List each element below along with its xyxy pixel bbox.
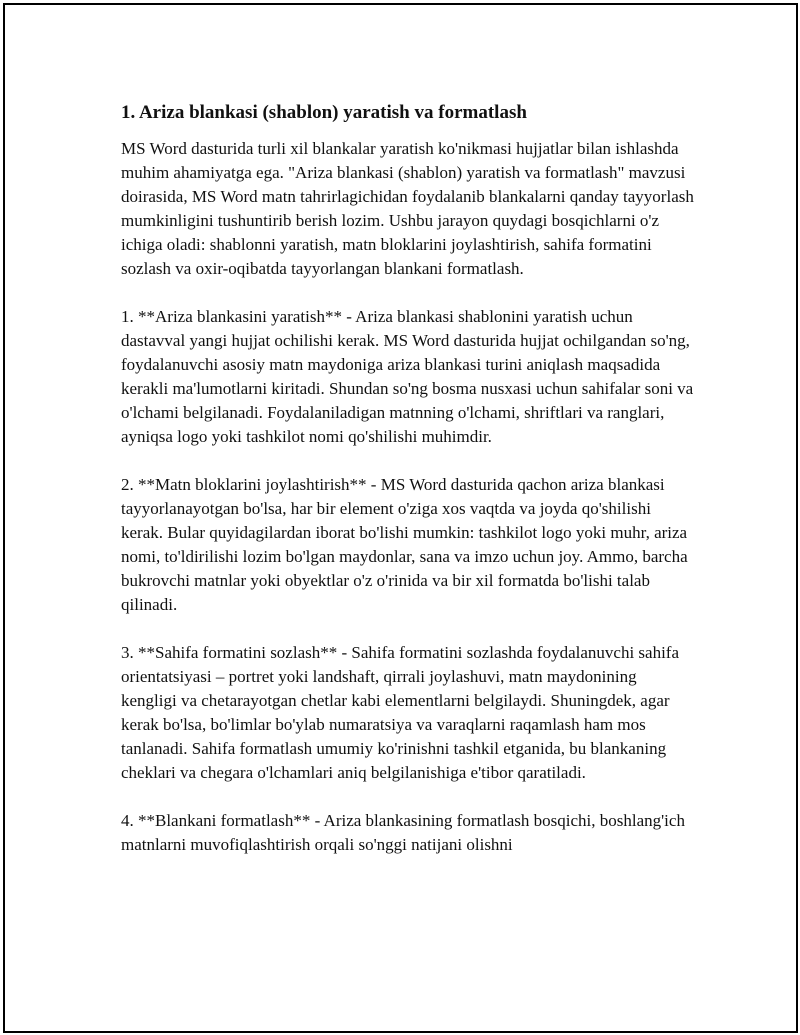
page-frame <box>3 3 798 1033</box>
document-body <box>121 101 695 881</box>
step-4-paragraph: 4. **Blankani formatlash** - Ariza blankasining formatlash bosqichi, boshlang'ich matnlarni muvofiqlashtirish orqali so'nggi natijani olishni <box>121 811 685 854</box>
step-1-paragraph: 1. **Ariza blankasini yaratish** - Ariza blankasi shablonini yaratish uchun dastavval yangi hujjat ochilishi kerak. MS Word dasturida hujjat ochilgandan so'ng, foydalanuvchi asosiy matn maydoniga ariza blankasi turini aniqlash maqsadida kerakli ma'lumotlarni kiritadi. Shundan so'ng bosma nusxasi uchun sahifalar soni va o'lchami belgilanadi. Foydalaniladigan matnning o'lchami, shriftlari va ranglari, ayniqsa logo yoki tashkilot nomi qo'shilishi muhimdir. <box>121 307 694 446</box>
intro-paragraph: MS Word dasturida turli xil blankalar yaratish ko'nikmasi hujjatlar bilan ishlashda muhim ahamiyatga ega. "Ariza blankasi (shablon) yaratish va formatlash" mavzusi doirasida, MS Word matn tahrirlagichidan foydalanib blankalarni qanday tayyorlash mumkinligini tushuntirib berish lozim. Ushbu jarayon quydagi bosqichlarni o'z ichiga oladi: shablonni yaratish, matn bloklarini joylashtirish, sahifa formatini sozlash va oxir-oqibatda tayyorlangan blankani formatlash. <box>121 139 694 278</box>
document-heading: 1. Ariza blankasi (shablon) yaratish va formatlash <box>121 102 527 123</box>
step-2-paragraph: 2. **Matn bloklarini joylashtirish** - MS Word dasturida qachon ariza blankasi tayyorlanayotgan bo'lsa, har bir element o'ziga xos vaqtda va joyda qo'shilishi kerak. Bular quyidagilardan iborat bo'lishi mumkin: tashkilot logo yoki muhr, ariza nomi, to'ldirilishi lozim bo'lgan maydonlar, sana va imzo uchun joy. Ammo, barcha bukrovchi matnlar yoki obyektlar o'z o'rinida va bir xil formatda bo'lishi talab qilinadi. <box>121 475 688 614</box>
step-3-paragraph: 3. **Sahifa formatini sozlash** - Sahifa formatini sozlashda foydalanuvchi sahifa orientatsiyasi – portret yoki landshaft, qirrali joylashuvi, matn maydonining kengligi va chetarayotgan chetlar kabi elementlarni belgilaydi. Shuningdek, agar kerak bo'lsa, bo'limlar bo'ylab numaratsiya va varaqlarni raqamlash ham mos tanlanadi. Sahifa formatlash umumiy ko'rinishni tashkil etganida, bu blankaning cheklari va chegara o'lchamlari aniq belgilanishiga e'tibor qaratiladi. <box>121 643 680 782</box>
